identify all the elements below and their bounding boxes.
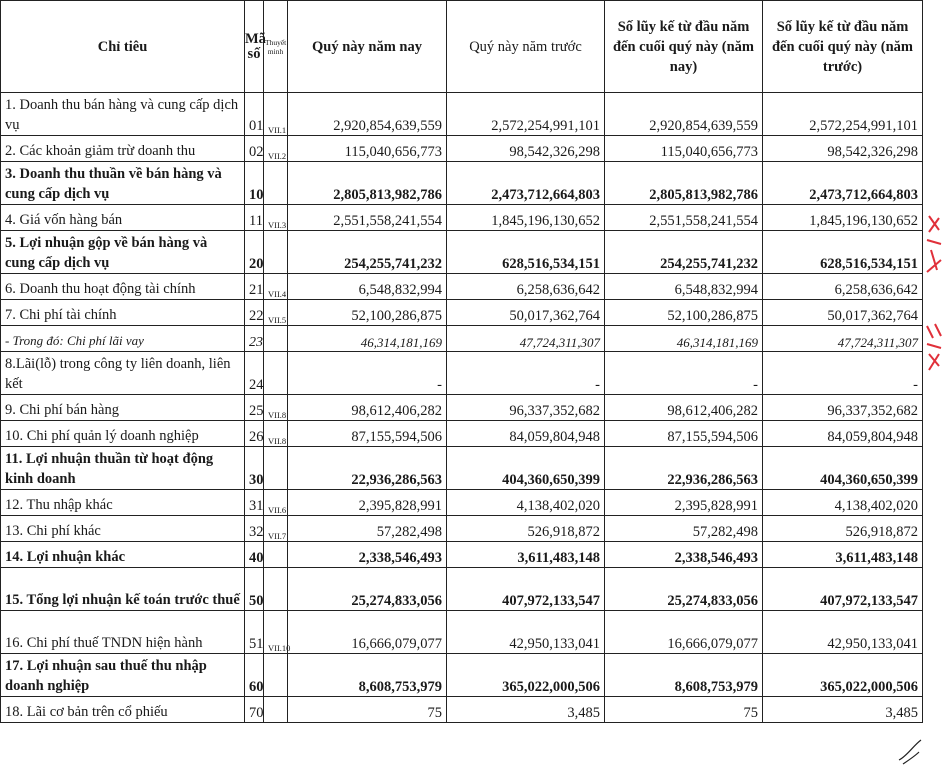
value-this-quarter-last-year: 96,337,352,682 bbox=[447, 395, 605, 421]
value-this-quarter-last-year: 2,572,254,991,101 bbox=[447, 93, 605, 136]
value-ytd-this-year: 2,920,854,639,559 bbox=[605, 93, 763, 136]
row-label: 12. Thu nhập khác bbox=[1, 490, 245, 516]
row-note bbox=[264, 447, 288, 490]
row-label: 5. Lợi nhuận gộp về bán hàng và cung cấp dịch vụ bbox=[1, 231, 245, 274]
row-code: 11 bbox=[245, 205, 264, 231]
value-ytd-last-year: 2,572,254,991,101 bbox=[763, 93, 923, 136]
value-this-quarter-this-year: 22,936,286,563 bbox=[288, 447, 447, 490]
row-note: VII.8 bbox=[264, 395, 288, 421]
row-note bbox=[264, 352, 288, 395]
table-row bbox=[1, 447, 923, 490]
value-this-quarter-this-year: 2,395,828,991 bbox=[288, 490, 447, 516]
value-ytd-this-year: 16,666,079,077 bbox=[605, 611, 763, 654]
row-note: VII.8 bbox=[264, 421, 288, 447]
table-row bbox=[1, 395, 923, 421]
value-this-quarter-last-year: 84,059,804,948 bbox=[447, 421, 605, 447]
row-code: 31 bbox=[245, 490, 264, 516]
row-code: 22 bbox=[245, 300, 264, 326]
table-header-row bbox=[1, 1, 923, 93]
value-ytd-this-year: 6,548,832,994 bbox=[605, 274, 763, 300]
row-code: 25 bbox=[245, 395, 264, 421]
value-ytd-last-year: 42,950,133,041 bbox=[763, 611, 923, 654]
row-label: 3. Doanh thu thuần về bán hàng và cung cấp dịch vụ bbox=[1, 162, 245, 205]
row-code: 01 bbox=[245, 93, 264, 136]
value-ytd-last-year: 3,485 bbox=[763, 697, 923, 723]
row-label: 1. Doanh thu bán hàng và cung cấp dịch vụ bbox=[1, 93, 245, 136]
table-row bbox=[1, 568, 923, 611]
row-label: 17. Lợi nhuận sau thuế thu nhập doanh nghiệp bbox=[1, 654, 245, 697]
table-row bbox=[1, 490, 923, 516]
value-ytd-this-year: 98,612,406,282 bbox=[605, 395, 763, 421]
row-code: 60 bbox=[245, 654, 264, 697]
value-ytd-last-year: 4,138,402,020 bbox=[763, 490, 923, 516]
row-note: VII.7 bbox=[264, 516, 288, 542]
value-this-quarter-this-year: 57,282,498 bbox=[288, 516, 447, 542]
value-this-quarter-this-year: 2,805,813,982,786 bbox=[288, 162, 447, 205]
row-note: VII.3 bbox=[264, 205, 288, 231]
value-this-quarter-last-year: 42,950,133,041 bbox=[447, 611, 605, 654]
value-ytd-this-year: 2,551,558,241,554 bbox=[605, 205, 763, 231]
value-ytd-last-year: 628,516,534,151 bbox=[763, 231, 923, 274]
value-ytd-last-year: 98,542,326,298 bbox=[763, 136, 923, 162]
value-ytd-this-year: 2,338,546,493 bbox=[605, 542, 763, 568]
row-note bbox=[264, 542, 288, 568]
value-this-quarter-this-year: 115,040,656,773 bbox=[288, 136, 447, 162]
row-code: 26 bbox=[245, 421, 264, 447]
value-ytd-this-year: 2,805,813,982,786 bbox=[605, 162, 763, 205]
header-ytd-this-year: Số lũy kế từ đầu năm đến cuối quý này (năm nay) bbox=[605, 1, 763, 93]
row-code: 40 bbox=[245, 542, 264, 568]
row-label: 16. Chi phí thuế TNDN hiện hành bbox=[1, 611, 245, 654]
row-label: 9. Chi phí bán hàng bbox=[1, 395, 245, 421]
table-row bbox=[1, 93, 923, 136]
value-ytd-last-year: 3,611,483,148 bbox=[763, 542, 923, 568]
value-ytd-this-year: 87,155,594,506 bbox=[605, 421, 763, 447]
row-label: 11. Lợi nhuận thuần từ hoạt động kinh doanh bbox=[1, 447, 245, 490]
value-this-quarter-last-year: 4,138,402,020 bbox=[447, 490, 605, 516]
value-ytd-this-year: 57,282,498 bbox=[605, 516, 763, 542]
value-ytd-last-year: 50,017,362,764 bbox=[763, 300, 923, 326]
row-code: 21 bbox=[245, 274, 264, 300]
row-note bbox=[264, 568, 288, 611]
table-row bbox=[1, 542, 923, 568]
value-ytd-last-year: 365,022,000,506 bbox=[763, 654, 923, 697]
value-ytd-last-year: 526,918,872 bbox=[763, 516, 923, 542]
red-stamp-mark-upper bbox=[923, 210, 945, 280]
value-ytd-this-year: - bbox=[605, 352, 763, 395]
value-this-quarter-this-year: 25,274,833,056 bbox=[288, 568, 447, 611]
value-ytd-this-year: 75 bbox=[605, 697, 763, 723]
value-this-quarter-last-year: 404,360,650,399 bbox=[447, 447, 605, 490]
row-note: VII.6 bbox=[264, 490, 288, 516]
table-body bbox=[1, 93, 923, 723]
row-code: 32 bbox=[245, 516, 264, 542]
value-ytd-last-year: 2,473,712,664,803 bbox=[763, 162, 923, 205]
value-ytd-this-year: 22,936,286,563 bbox=[605, 447, 763, 490]
value-ytd-last-year: 96,337,352,682 bbox=[763, 395, 923, 421]
row-note bbox=[264, 231, 288, 274]
value-this-quarter-this-year: 2,551,558,241,554 bbox=[288, 205, 447, 231]
value-this-quarter-last-year: 628,516,534,151 bbox=[447, 231, 605, 274]
table-row bbox=[1, 162, 923, 205]
red-stamp-mark-lower bbox=[923, 320, 945, 375]
value-this-quarter-last-year: 3,485 bbox=[447, 697, 605, 723]
table-row bbox=[1, 611, 923, 654]
value-this-quarter-last-year: 98,542,326,298 bbox=[447, 136, 605, 162]
header-indicator: Chỉ tiêu bbox=[1, 1, 245, 93]
table-row bbox=[1, 697, 923, 723]
row-label: 15. Tổng lợi nhuận kế toán trước thuế bbox=[1, 568, 245, 611]
table-row bbox=[1, 352, 923, 395]
value-ytd-last-year: - bbox=[763, 352, 923, 395]
table-row bbox=[1, 421, 923, 447]
row-note: VII.10 bbox=[264, 611, 288, 654]
value-ytd-this-year: 115,040,656,773 bbox=[605, 136, 763, 162]
table-row bbox=[1, 274, 923, 300]
row-note: VII.4 bbox=[264, 274, 288, 300]
value-this-quarter-this-year: 8,608,753,979 bbox=[288, 654, 447, 697]
value-this-quarter-this-year: 2,338,546,493 bbox=[288, 542, 447, 568]
table-row bbox=[1, 136, 923, 162]
value-ytd-last-year: 404,360,650,399 bbox=[763, 447, 923, 490]
header-code: Mã số bbox=[245, 1, 264, 93]
value-this-quarter-this-year: 2,920,854,639,559 bbox=[288, 93, 447, 136]
row-label: 6. Doanh thu hoạt động tài chính bbox=[1, 274, 245, 300]
value-this-quarter-last-year: 3,611,483,148 bbox=[447, 542, 605, 568]
row-note: VII.1 bbox=[264, 93, 288, 136]
value-this-quarter-last-year: 6,258,636,642 bbox=[447, 274, 605, 300]
header-this-quarter-this-year: Quý này năm nay bbox=[288, 1, 447, 93]
row-note: VII.2 bbox=[264, 136, 288, 162]
value-this-quarter-this-year: 52,100,286,875 bbox=[288, 300, 447, 326]
value-this-quarter-this-year: 75 bbox=[288, 697, 447, 723]
table-row bbox=[1, 205, 923, 231]
row-code: 20 bbox=[245, 231, 264, 274]
value-ytd-last-year: 407,972,133,547 bbox=[763, 568, 923, 611]
table-row bbox=[1, 516, 923, 542]
row-code: 50 bbox=[245, 568, 264, 611]
row-note: VII.5 bbox=[264, 300, 288, 326]
header-this-quarter-last-year: Quý này năm trước bbox=[447, 1, 605, 93]
row-label: 4. Giá vốn hàng bán bbox=[1, 205, 245, 231]
value-ytd-last-year: 6,258,636,642 bbox=[763, 274, 923, 300]
row-note bbox=[264, 162, 288, 205]
row-label: 10. Chi phí quản lý doanh nghiệp bbox=[1, 421, 245, 447]
value-ytd-this-year: 254,255,741,232 bbox=[605, 231, 763, 274]
value-this-quarter-last-year: 365,022,000,506 bbox=[447, 654, 605, 697]
value-ytd-last-year: 47,724,311,307 bbox=[763, 326, 923, 352]
row-note bbox=[264, 326, 288, 352]
row-code: 24 bbox=[245, 352, 264, 395]
value-this-quarter-this-year: 16,666,079,077 bbox=[288, 611, 447, 654]
value-this-quarter-last-year: 47,724,311,307 bbox=[447, 326, 605, 352]
row-label: 8.Lãi(lỗ) trong công ty liên doanh, liên kết bbox=[1, 352, 245, 395]
value-ytd-last-year: 1,845,196,130,652 bbox=[763, 205, 923, 231]
value-this-quarter-last-year: 50,017,362,764 bbox=[447, 300, 605, 326]
row-code: 30 bbox=[245, 447, 264, 490]
value-ytd-this-year: 8,608,753,979 bbox=[605, 654, 763, 697]
row-label: 7. Chi phí tài chính bbox=[1, 300, 245, 326]
signature-mark bbox=[895, 736, 925, 766]
value-this-quarter-last-year: 526,918,872 bbox=[447, 516, 605, 542]
value-this-quarter-this-year: 6,548,832,994 bbox=[288, 274, 447, 300]
row-note bbox=[264, 654, 288, 697]
row-label: 2. Các khoản giảm trừ doanh thu bbox=[1, 136, 245, 162]
value-this-quarter-this-year: 87,155,594,506 bbox=[288, 421, 447, 447]
row-code: 10 bbox=[245, 162, 264, 205]
value-this-quarter-this-year: 98,612,406,282 bbox=[288, 395, 447, 421]
row-code: 70 bbox=[245, 697, 264, 723]
row-note bbox=[264, 697, 288, 723]
value-this-quarter-this-year: 46,314,181,169 bbox=[288, 326, 447, 352]
value-this-quarter-this-year: 254,255,741,232 bbox=[288, 231, 447, 274]
value-this-quarter-last-year: 1,845,196,130,652 bbox=[447, 205, 605, 231]
row-code: 23 bbox=[245, 326, 264, 352]
table-row bbox=[1, 231, 923, 274]
value-ytd-last-year: 84,059,804,948 bbox=[763, 421, 923, 447]
row-code: 02 bbox=[245, 136, 264, 162]
value-this-quarter-last-year: - bbox=[447, 352, 605, 395]
value-ytd-this-year: 52,100,286,875 bbox=[605, 300, 763, 326]
table-row bbox=[1, 326, 923, 352]
row-label: 13. Chi phí khác bbox=[1, 516, 245, 542]
header-note: Thuyết minh bbox=[264, 1, 288, 93]
row-label: 18. Lãi cơ bản trên cổ phiếu bbox=[1, 697, 245, 723]
value-ytd-this-year: 25,274,833,056 bbox=[605, 568, 763, 611]
value-this-quarter-last-year: 2,473,712,664,803 bbox=[447, 162, 605, 205]
value-ytd-this-year: 2,395,828,991 bbox=[605, 490, 763, 516]
row-label: - Trong đó: Chi phí lãi vay bbox=[1, 326, 245, 352]
table-row bbox=[1, 300, 923, 326]
value-this-quarter-this-year: - bbox=[288, 352, 447, 395]
table-row bbox=[1, 654, 923, 697]
row-label: 14. Lợi nhuận khác bbox=[1, 542, 245, 568]
row-code: 51 bbox=[245, 611, 264, 654]
header-ytd-last-year: Số lũy kế từ đầu năm đến cuối quý này (năm trước) bbox=[763, 1, 923, 93]
value-this-quarter-last-year: 407,972,133,547 bbox=[447, 568, 605, 611]
value-ytd-this-year: 46,314,181,169 bbox=[605, 326, 763, 352]
